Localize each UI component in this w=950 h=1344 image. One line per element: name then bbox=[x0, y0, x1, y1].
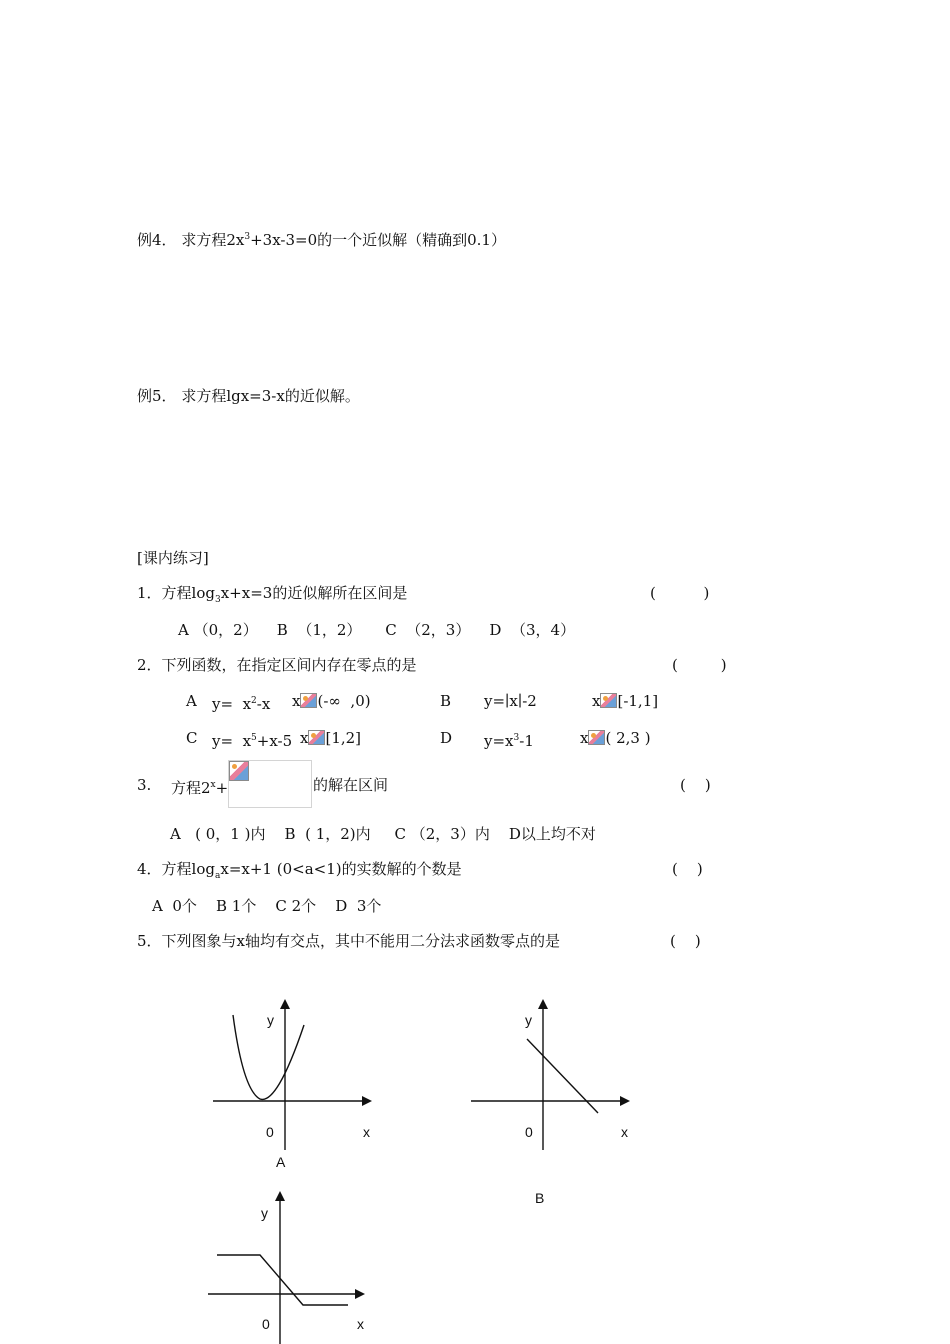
q2-option-c-domain bbox=[300, 728, 361, 748]
question-1-stem bbox=[137, 583, 407, 610]
graph-c bbox=[200, 1188, 380, 1344]
q2-option-d-func bbox=[484, 728, 534, 751]
q4-log-base: a bbox=[214, 871, 221, 881]
equation-image-placeholder bbox=[228, 760, 312, 808]
q2c-exp: 5 bbox=[251, 733, 257, 743]
q4-text-end: x=x+1 (0<a<1)的实数解的个数是 bbox=[220, 860, 462, 878]
question-1-answer-paren: ( ) bbox=[650, 584, 710, 602]
example-4-label: 例4． bbox=[137, 231, 177, 249]
example-5-text: 求方程lgx=3-x的近似解。 bbox=[181, 387, 360, 405]
q2-option-b-letter: B bbox=[440, 692, 452, 710]
graph-a bbox=[205, 995, 385, 1155]
q2c-interval: [1,2] bbox=[325, 729, 362, 747]
graph-a-caption: A bbox=[276, 1154, 286, 1170]
x-axis-label: x bbox=[363, 1124, 370, 1140]
example-5-label: 例5． bbox=[137, 387, 177, 405]
q2-option-d-letter: D bbox=[440, 729, 453, 747]
q2a-func: y= x bbox=[212, 695, 252, 713]
example-5 bbox=[137, 386, 360, 406]
question-1-options: A （0，2） B （1，2） C （2，3） D （3，4） bbox=[178, 621, 576, 639]
q2-option-b-domain bbox=[592, 691, 658, 711]
q1-text-end: x+x=3的近似解所在区间是 bbox=[220, 584, 408, 602]
y-axis-label: y bbox=[525, 1012, 532, 1028]
example-4-text-end: +3x-3=0的一个近似解（精确到0.1） bbox=[250, 231, 506, 249]
question-3-options: A ( 0，1 )内 B ( 1，2)内 C （2，3）内 D以上均不对 bbox=[170, 825, 596, 843]
broken-image-icon bbox=[308, 730, 325, 745]
q2-option-a-letter: A bbox=[186, 692, 197, 710]
broken-image-icon bbox=[300, 693, 317, 708]
q2d-interval: ( 2,3 ) bbox=[605, 729, 651, 747]
question-2-answer-paren: ( ) bbox=[672, 656, 727, 674]
graph-b bbox=[465, 995, 645, 1155]
y-axis-label: y bbox=[261, 1205, 268, 1221]
q2c-func: y= x bbox=[212, 732, 252, 750]
question-4-options: A 0个 B 1个 C 2个 D 3个 bbox=[152, 897, 382, 915]
q2c-x: x bbox=[300, 729, 309, 747]
question-3-answer-paren: ( ) bbox=[680, 776, 711, 794]
q1-text: 1．方程log bbox=[137, 584, 215, 602]
q2d-exp: 3 bbox=[513, 733, 520, 743]
q2d-func: y=x bbox=[484, 732, 514, 750]
question-3-stem-end: 的解在区间 bbox=[313, 776, 389, 794]
q2d-x: x bbox=[580, 729, 589, 747]
q2-option-b-func: y=∣x∣-2 bbox=[484, 692, 537, 710]
decreasing-line bbox=[527, 1039, 598, 1113]
origin-label: 0 bbox=[262, 1316, 270, 1332]
q4-text: 4．方程log bbox=[137, 860, 215, 878]
question-5-answer-paren: ( ) bbox=[670, 932, 701, 950]
x-axis-label: x bbox=[621, 1124, 628, 1140]
graph-b-caption: B bbox=[535, 1190, 545, 1206]
q2-option-d-domain bbox=[580, 728, 651, 748]
piecewise-line bbox=[217, 1255, 348, 1305]
question-3-number: 3. bbox=[137, 776, 152, 794]
q2b-interval: [-1,1] bbox=[617, 692, 659, 710]
question-4-answer-paren: ( ) bbox=[672, 860, 703, 878]
q2a-exp: 2 bbox=[251, 696, 257, 706]
q2-option-a-func bbox=[212, 691, 270, 714]
q3-text: 方程2 bbox=[171, 779, 211, 797]
q2b-x: x bbox=[592, 692, 601, 710]
broken-image-icon bbox=[229, 761, 249, 781]
q1-log-base: 3 bbox=[214, 595, 221, 605]
q2a-func-end: -x bbox=[256, 695, 271, 713]
section-title: [课内练习] bbox=[137, 549, 209, 567]
y-axis-label: y bbox=[267, 1012, 274, 1028]
q3-plus: + bbox=[215, 779, 229, 797]
q2d-func-end: -1 bbox=[519, 732, 534, 750]
example-4-exponent: 3 bbox=[244, 232, 251, 242]
q3-exp: x bbox=[210, 780, 216, 790]
question-5-stem: 5．下列图象与x轴均有交点，其中不能用二分法求函数零点的是 bbox=[137, 932, 561, 950]
example-4 bbox=[137, 227, 506, 250]
q2a-x: x bbox=[292, 692, 301, 710]
question-4-stem bbox=[137, 859, 462, 886]
broken-image-icon bbox=[588, 730, 605, 745]
origin-label: 0 bbox=[525, 1124, 533, 1140]
question-2-stem: 2．下列函数，在指定区间内存在零点的是 bbox=[137, 656, 417, 674]
q2c-func-end: +x-5 bbox=[256, 732, 293, 750]
origin-label: 0 bbox=[266, 1124, 274, 1140]
example-4-text: 求方程2x bbox=[181, 231, 245, 249]
question-3-stem bbox=[171, 775, 228, 798]
q2-option-a-domain bbox=[292, 691, 371, 711]
q2a-interval: (-∞ ,0) bbox=[317, 692, 371, 710]
broken-image-icon bbox=[600, 693, 617, 708]
q2-option-c-letter: C bbox=[186, 729, 198, 747]
q2-option-c-func bbox=[212, 728, 292, 751]
x-axis-label: x bbox=[357, 1316, 364, 1332]
